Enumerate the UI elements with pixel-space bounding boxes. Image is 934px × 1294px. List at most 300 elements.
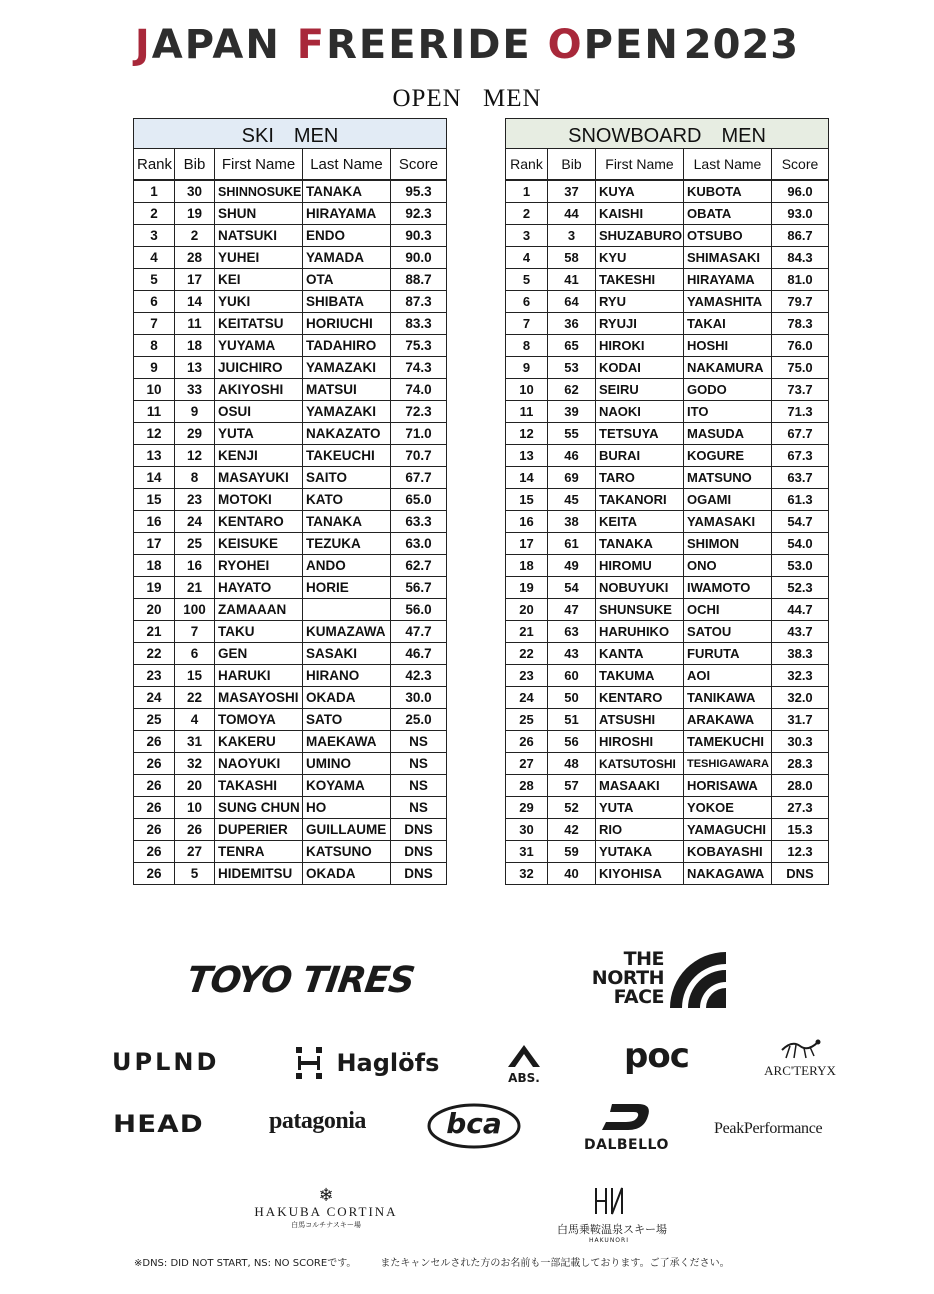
ski-cell-last-name: OKADA — [303, 687, 391, 709]
ski-cell-first-name: OSUI — [215, 401, 303, 423]
ski-cell-bib: 24 — [175, 511, 215, 533]
ski-cell-first-name: KEI — [215, 269, 303, 291]
ski-cell-first-name: TOMOYA — [215, 709, 303, 731]
ski-table-row — [134, 797, 447, 819]
snowboard-table-body — [506, 180, 829, 885]
snowboard-cell-first-name: TARO — [596, 467, 684, 489]
ski-cell-last-name: SHIBATA — [303, 291, 391, 313]
bca-logo — [427, 1103, 521, 1149]
snowboard-cell-score: 52.3 — [772, 577, 829, 599]
snowboard-cell-first-name: ATSUSHI — [596, 709, 684, 731]
ski-cell-bib: 17 — [175, 269, 215, 291]
ski-cell-bib: 15 — [175, 665, 215, 687]
ski-table-row — [134, 533, 447, 555]
haglofs-h-icon — [294, 1046, 324, 1080]
snowboard-cell-score: 79.7 — [772, 291, 829, 313]
ski-cell-rank: 13 — [134, 445, 175, 467]
snowboard-table-row — [506, 577, 829, 599]
snowboard-cell-last-name: MASUDA — [684, 423, 772, 445]
ski-cell-first-name: TAKU — [215, 621, 303, 643]
snowboard-cell-bib: 41 — [548, 269, 596, 291]
ski-cell-rank: 4 — [134, 247, 175, 269]
snowboard-table-row — [506, 225, 829, 247]
snowboard-cell-rank: 15 — [506, 489, 548, 511]
snowboard-cell-score: 78.3 — [772, 313, 829, 335]
ski-cell-first-name: YUYAMA — [215, 335, 303, 357]
snowboard-cell-bib: 43 — [548, 643, 596, 665]
snowboard-cell-first-name: NOBUYUKI — [596, 577, 684, 599]
ski-cell-bib: 5 — [175, 863, 215, 885]
snowboard-cell-first-name: TANAKA — [596, 533, 684, 555]
snowboard-cell-last-name: OGAMI — [684, 489, 772, 511]
ski-cell-first-name: ZAMAAAN — [215, 599, 303, 621]
ski-cell-last-name: KATO — [303, 489, 391, 511]
snowboard-cell-bib: 65 — [548, 335, 596, 357]
ski-cell-rank: 12 — [134, 423, 175, 445]
abs-logo — [502, 1044, 546, 1085]
ski-cell-rank: 16 — [134, 511, 175, 533]
snowboard-cell-rank: 18 — [506, 555, 548, 577]
snowboard-cell-bib: 64 — [548, 291, 596, 313]
ski-cell-first-name: KEITATSU — [215, 313, 303, 335]
ski-cell-bib: 100 — [175, 599, 215, 621]
ski-cell-rank: 18 — [134, 555, 175, 577]
ski-cell-bib: 25 — [175, 533, 215, 555]
ski-cell-last-name: TANAKA — [303, 180, 391, 203]
snowboard-cell-bib: 69 — [548, 467, 596, 489]
ski-cell-first-name: KENTARO — [215, 511, 303, 533]
ski-table-row — [134, 357, 447, 379]
ski-cell-first-name: RYOHEI — [215, 555, 303, 577]
snowboard-table-row — [506, 533, 829, 555]
cortina-subtext: 白馬コルチナスキー場 — [291, 1221, 361, 1229]
ski-table-row — [134, 203, 447, 225]
snowboard-cell-last-name: TAKAI — [684, 313, 772, 335]
snowboard-table-row — [506, 489, 829, 511]
ski-cell-rank: 26 — [134, 797, 175, 819]
snowboard-cell-rank: 26 — [506, 731, 548, 753]
ski-cell-bib: 20 — [175, 775, 215, 797]
ski-cell-last-name: KOYAMA — [303, 775, 391, 797]
snowboard-cell-first-name: NAOKI — [596, 401, 684, 423]
ski-table-row — [134, 643, 447, 665]
ski-cell-last-name — [303, 599, 391, 621]
snowboard-col-rank: Rank — [506, 149, 548, 181]
ski-cell-rank: 9 — [134, 357, 175, 379]
snowboard-cell-first-name: KANTA — [596, 643, 684, 665]
ski-cell-rank: 17 — [134, 533, 175, 555]
ski-cell-bib: 31 — [175, 731, 215, 753]
ski-cell-first-name: MOTOKI — [215, 489, 303, 511]
snowboard-cell-first-name: KEITA — [596, 511, 684, 533]
ski-cell-score: 90.0 — [391, 247, 447, 269]
snowboard-cell-first-name: RIO — [596, 819, 684, 841]
abs-text: ABS. — [508, 1071, 540, 1085]
ski-cell-last-name: HO — [303, 797, 391, 819]
uplnd-logo: UPLND — [112, 1048, 220, 1076]
snowboard-cell-score: 76.0 — [772, 335, 829, 357]
snowboard-cell-last-name: SHIMON — [684, 533, 772, 555]
ski-cell-rank: 7 — [134, 313, 175, 335]
norikura-mark-icon — [593, 1186, 625, 1216]
snowboard-table-row — [506, 180, 829, 203]
snowboard-cell-last-name: YAMASAKI — [684, 511, 772, 533]
snowboard-table-row — [506, 467, 829, 489]
snowboard-cell-bib: 60 — [548, 665, 596, 687]
snowboard-cell-last-name: TAMEKUCHI — [684, 731, 772, 753]
ski-cell-rank: 22 — [134, 643, 175, 665]
ski-cell-bib: 19 — [175, 203, 215, 225]
ski-table-row — [134, 180, 447, 203]
footnote — [134, 1254, 730, 1269]
arcteryx-skeleton-icon — [778, 1036, 822, 1060]
snowboard-table-row — [506, 269, 829, 291]
snowboard-cell-bib: 52 — [548, 797, 596, 819]
snowboard-table-row — [506, 797, 829, 819]
ski-cell-score: 47.7 — [391, 621, 447, 643]
snowboard-cell-rank: 20 — [506, 599, 548, 621]
snowboard-col-last-name: Last Name — [684, 149, 772, 181]
ski-cell-last-name: HIRANO — [303, 665, 391, 687]
ski-cell-score: 65.0 — [391, 489, 447, 511]
dalbello-logo — [584, 1102, 668, 1153]
snowboard-cell-first-name: KAISHI — [596, 203, 684, 225]
dalbello-d-icon — [598, 1102, 654, 1132]
snowboard-cell-last-name: KOGURE — [684, 445, 772, 467]
ski-cell-rank: 20 — [134, 599, 175, 621]
ski-cell-rank: 2 — [134, 203, 175, 225]
snowboard-cell-bib: 50 — [548, 687, 596, 709]
ski-cell-first-name: TENRA — [215, 841, 303, 863]
ski-cell-score: 62.7 — [391, 555, 447, 577]
tnf-text: THE NORTH FACE — [591, 948, 664, 1008]
ski-cell-first-name: MASAYOSHI — [215, 687, 303, 709]
ski-cell-score: 87.3 — [391, 291, 447, 313]
ski-cell-last-name: UMINO — [303, 753, 391, 775]
snowboard-table-row — [506, 379, 829, 401]
patagonia-logo: patagonia — [269, 1108, 366, 1134]
snowboard-cell-bib: 61 — [548, 533, 596, 555]
ski-cell-last-name: HORIUCHI — [303, 313, 391, 335]
snowboard-col-score: Score — [772, 149, 829, 181]
snowboard-cell-first-name: YUTA — [596, 797, 684, 819]
event-title: JAPAN FREERIDE OPEN 2023 — [134, 22, 800, 68]
ski-table-row — [134, 731, 447, 753]
snowboard-cell-last-name: YAMAGUCHI — [684, 819, 772, 841]
snowboard-cell-rank: 7 — [506, 313, 548, 335]
snowboard-cell-first-name: KIYOHISA — [596, 863, 684, 885]
poc-logo: poc — [624, 1036, 689, 1076]
snowboard-col-first-name: First Name — [596, 149, 684, 181]
snowboard-cell-last-name: SATOU — [684, 621, 772, 643]
ski-cell-last-name: OKADA — [303, 863, 391, 885]
ski-table-row — [134, 621, 447, 643]
ski-cell-first-name: NAOYUKI — [215, 753, 303, 775]
ski-table-row — [134, 423, 447, 445]
snowboard-cell-rank: 11 — [506, 401, 548, 423]
ski-cell-first-name: JUICHIRO — [215, 357, 303, 379]
snowboard-cell-last-name: ITO — [684, 401, 772, 423]
snowboard-cell-first-name: HIROSHI — [596, 731, 684, 753]
snowboard-cell-rank: 4 — [506, 247, 548, 269]
snowboard-cell-first-name: BURAI — [596, 445, 684, 467]
ski-cell-last-name: TADAHIRO — [303, 335, 391, 357]
snowboard-cell-first-name: KENTARO — [596, 687, 684, 709]
ski-cell-bib: 16 — [175, 555, 215, 577]
snowboard-cell-first-name: TAKANORI — [596, 489, 684, 511]
snowboard-table-row — [506, 401, 829, 423]
ski-cell-score: 90.3 — [391, 225, 447, 247]
snowboard-cell-score: 71.3 — [772, 401, 829, 423]
snowboard-cell-score: 44.7 — [772, 599, 829, 621]
ski-table-row — [134, 819, 447, 841]
ski-cell-bib: 6 — [175, 643, 215, 665]
snowboard-table-row — [506, 621, 829, 643]
snowboard-cell-first-name: KATSUTOSHI — [596, 753, 684, 775]
ski-cell-first-name: SUNG CHUN — [215, 797, 303, 819]
ski-cell-bib: 4 — [175, 709, 215, 731]
snowboard-cell-score: 86.7 — [772, 225, 829, 247]
snowboard-cell-last-name: KOBAYASHI — [684, 841, 772, 863]
ski-table-row — [134, 379, 447, 401]
snowboard-cell-rank: 14 — [506, 467, 548, 489]
snowboard-table-row — [506, 555, 829, 577]
ski-cell-score: 63.3 — [391, 511, 447, 533]
snowboard-cell-first-name: SHUZABURO — [596, 225, 684, 247]
snowboard-cell-score: 84.3 — [772, 247, 829, 269]
ski-table-row — [134, 753, 447, 775]
ski-table-row — [134, 841, 447, 863]
snowboard-cell-rank: 32 — [506, 863, 548, 885]
snowboard-cell-score: 67.7 — [772, 423, 829, 445]
ski-table-row — [134, 665, 447, 687]
ski-table-row — [134, 863, 447, 885]
snowboard-cell-score: 31.7 — [772, 709, 829, 731]
snowboard-cell-rank: 2 — [506, 203, 548, 225]
snowboard-cell-bib: 63 — [548, 621, 596, 643]
ski-table-row — [134, 445, 447, 467]
ski-cell-bib: 32 — [175, 753, 215, 775]
snowboard-cell-last-name: HOSHI — [684, 335, 772, 357]
ski-cell-bib: 26 — [175, 819, 215, 841]
ski-table-row — [134, 335, 447, 357]
ski-cell-score: 92.3 — [391, 203, 447, 225]
ski-cell-score: 56.0 — [391, 599, 447, 621]
ski-cell-score: 30.0 — [391, 687, 447, 709]
ski-table-row — [134, 577, 447, 599]
snowboard-cell-score: 43.7 — [772, 621, 829, 643]
snowboard-cell-rank: 19 — [506, 577, 548, 599]
peak-performance-logo: PeakPerformance — [714, 1120, 823, 1137]
snowboard-cell-bib: 39 — [548, 401, 596, 423]
category-subtitle: OPEN MEN — [392, 85, 542, 112]
ski-cell-score: 95.3 — [391, 180, 447, 203]
snowboard-cell-score: 54.7 — [772, 511, 829, 533]
toyo-tires-logo: TOYO TIRES — [184, 960, 417, 1001]
snowboard-cell-score: 27.3 — [772, 797, 829, 819]
snowboard-cell-last-name: OBATA — [684, 203, 772, 225]
ski-cell-bib: 28 — [175, 247, 215, 269]
ski-cell-score: 72.3 — [391, 401, 447, 423]
ski-cell-rank: 14 — [134, 467, 175, 489]
ski-results-table — [133, 118, 447, 885]
snowboard-cell-last-name: OCHI — [684, 599, 772, 621]
ski-cell-last-name: HIRAYAMA — [303, 203, 391, 225]
snowboard-table-row — [506, 687, 829, 709]
ski-cell-score: 75.3 — [391, 335, 447, 357]
snowboard-cell-rank: 12 — [506, 423, 548, 445]
footnote-legend: ※DNS: DID NOT START, NS: NO SCOREです。 — [134, 1258, 357, 1269]
snowboard-col-bib: Bib — [548, 149, 596, 181]
ski-table-caption: SKI MEN — [134, 119, 447, 149]
snowboard-cell-bib: 53 — [548, 357, 596, 379]
ski-cell-first-name: SHINNOSUKE — [215, 180, 303, 203]
snowboard-cell-bib: 54 — [548, 577, 596, 599]
snowboard-cell-bib: 55 — [548, 423, 596, 445]
snowboard-table-row — [506, 643, 829, 665]
ski-cell-rank: 26 — [134, 731, 175, 753]
ski-col-last-name: Last Name — [303, 149, 391, 181]
snowboard-table-row — [506, 665, 829, 687]
ski-cell-last-name: SASAKI — [303, 643, 391, 665]
ski-cell-rank: 21 — [134, 621, 175, 643]
snowboard-cell-last-name: TESHIGAWARA — [684, 753, 772, 775]
snowboard-cell-bib: 47 — [548, 599, 596, 621]
snowboard-cell-bib: 57 — [548, 775, 596, 797]
ski-cell-bib: 8 — [175, 467, 215, 489]
ski-table-row — [134, 555, 447, 577]
snowboard-cell-last-name: YAMASHITA — [684, 291, 772, 313]
snowboard-cell-first-name: RYUJI — [596, 313, 684, 335]
snowboard-cell-rank: 1 — [506, 180, 548, 203]
snowboard-cell-first-name: KODAI — [596, 357, 684, 379]
ski-cell-score: DNS — [391, 863, 447, 885]
abs-mountain-icon — [507, 1044, 541, 1068]
ski-cell-last-name: YAMAZAKI — [303, 357, 391, 379]
snowboard-cell-first-name: MASAAKI — [596, 775, 684, 797]
ski-cell-rank: 11 — [134, 401, 175, 423]
tnf-halfdome-icon — [668, 950, 728, 1010]
ski-cell-rank: 10 — [134, 379, 175, 401]
ski-cell-first-name: GEN — [215, 643, 303, 665]
snowboard-cell-first-name: YUTAKA — [596, 841, 684, 863]
the-north-face-logo — [591, 948, 728, 1010]
ski-cell-first-name: NATSUKI — [215, 225, 303, 247]
snowboard-cell-first-name: HIROKI — [596, 335, 684, 357]
ski-cell-bib: 9 — [175, 401, 215, 423]
ski-cell-rank: 6 — [134, 291, 175, 313]
snowboard-cell-bib: 3 — [548, 225, 596, 247]
ski-cell-rank: 5 — [134, 269, 175, 291]
snowboard-cell-rank: 16 — [506, 511, 548, 533]
snowboard-cell-rank: 13 — [506, 445, 548, 467]
snowboard-cell-score: 32.3 — [772, 665, 829, 687]
snowboard-table-row — [506, 335, 829, 357]
snowboard-cell-score: 28.3 — [772, 753, 829, 775]
snowboard-cell-score: 75.0 — [772, 357, 829, 379]
snowboard-cell-score: 54.0 — [772, 533, 829, 555]
ski-cell-first-name: YUTA — [215, 423, 303, 445]
snowboard-cell-score: 38.3 — [772, 643, 829, 665]
ski-cell-first-name: HAYATO — [215, 577, 303, 599]
snowboard-cell-bib: 51 — [548, 709, 596, 731]
snowboard-table-caption: SNOWBOARD MEN — [506, 119, 829, 149]
bca-text: bca — [446, 1107, 502, 1140]
ski-cell-rank: 1 — [134, 180, 175, 203]
snowboard-table-row — [506, 753, 829, 775]
ski-cell-bib: 13 — [175, 357, 215, 379]
snowboard-table-row — [506, 775, 829, 797]
ski-cell-rank: 15 — [134, 489, 175, 511]
ski-cell-score: 42.3 — [391, 665, 447, 687]
snowboard-results-table — [505, 118, 829, 885]
ski-cell-score: DNS — [391, 819, 447, 841]
snowboard-cell-first-name: TAKESHI — [596, 269, 684, 291]
ski-cell-last-name: HORIE — [303, 577, 391, 599]
snowboard-cell-last-name: NAKAGAWA — [684, 863, 772, 885]
ski-cell-first-name: TAKASHI — [215, 775, 303, 797]
ski-table-row — [134, 401, 447, 423]
ski-cell-score: 46.7 — [391, 643, 447, 665]
snowboard-cell-rank: 21 — [506, 621, 548, 643]
ski-cell-last-name: YAMADA — [303, 247, 391, 269]
snowboard-cell-first-name: TETSUYA — [596, 423, 684, 445]
footnote-note: またキャンセルされた方のお名前も一部記載しております。ご了承ください。 — [380, 1258, 730, 1269]
snowboard-cell-last-name: HIRAYAMA — [684, 269, 772, 291]
hakuba-norikura-logo — [557, 1186, 667, 1244]
snowboard-cell-bib: 37 — [548, 180, 596, 203]
snowboard-table-row — [506, 709, 829, 731]
snowboard-cell-rank: 9 — [506, 357, 548, 379]
ski-cell-rank: 19 — [134, 577, 175, 599]
ski-cell-rank: 25 — [134, 709, 175, 731]
ski-cell-first-name: SHUN — [215, 203, 303, 225]
ski-cell-first-name: YUHEI — [215, 247, 303, 269]
ski-cell-score: 56.7 — [391, 577, 447, 599]
ski-cell-last-name: YAMAZAKI — [303, 401, 391, 423]
arcteryx-logo — [764, 1036, 836, 1079]
snowboard-cell-rank: 23 — [506, 665, 548, 687]
snowboard-cell-score: 53.0 — [772, 555, 829, 577]
snowboard-table-row — [506, 357, 829, 379]
ski-cell-rank: 3 — [134, 225, 175, 247]
ski-cell-score: 25.0 — [391, 709, 447, 731]
ski-cell-bib: 27 — [175, 841, 215, 863]
snowboard-cell-bib: 58 — [548, 247, 596, 269]
ski-cell-first-name: YUKI — [215, 291, 303, 313]
snowboard-cell-first-name: RYU — [596, 291, 684, 313]
ski-cell-first-name: HIDEMITSU — [215, 863, 303, 885]
snowboard-table-row — [506, 511, 829, 533]
snowboard-cell-rank: 6 — [506, 291, 548, 313]
ski-table-row — [134, 291, 447, 313]
ski-cell-last-name: SAITO — [303, 467, 391, 489]
ski-cell-bib: 11 — [175, 313, 215, 335]
ski-cell-rank: 26 — [134, 753, 175, 775]
snowboard-cell-rank: 31 — [506, 841, 548, 863]
snowboard-cell-rank: 17 — [506, 533, 548, 555]
snowboard-cell-first-name: HIROMU — [596, 555, 684, 577]
snowboard-cell-score: 28.0 — [772, 775, 829, 797]
ski-cell-score: NS — [391, 753, 447, 775]
ski-cell-first-name: DUPERIER — [215, 819, 303, 841]
snowboard-cell-first-name: SHUNSUKE — [596, 599, 684, 621]
snowboard-cell-score: 67.3 — [772, 445, 829, 467]
snowboard-cell-first-name: SEIRU — [596, 379, 684, 401]
ski-cell-bib: 14 — [175, 291, 215, 313]
ski-table-row — [134, 247, 447, 269]
snowboard-cell-rank: 25 — [506, 709, 548, 731]
